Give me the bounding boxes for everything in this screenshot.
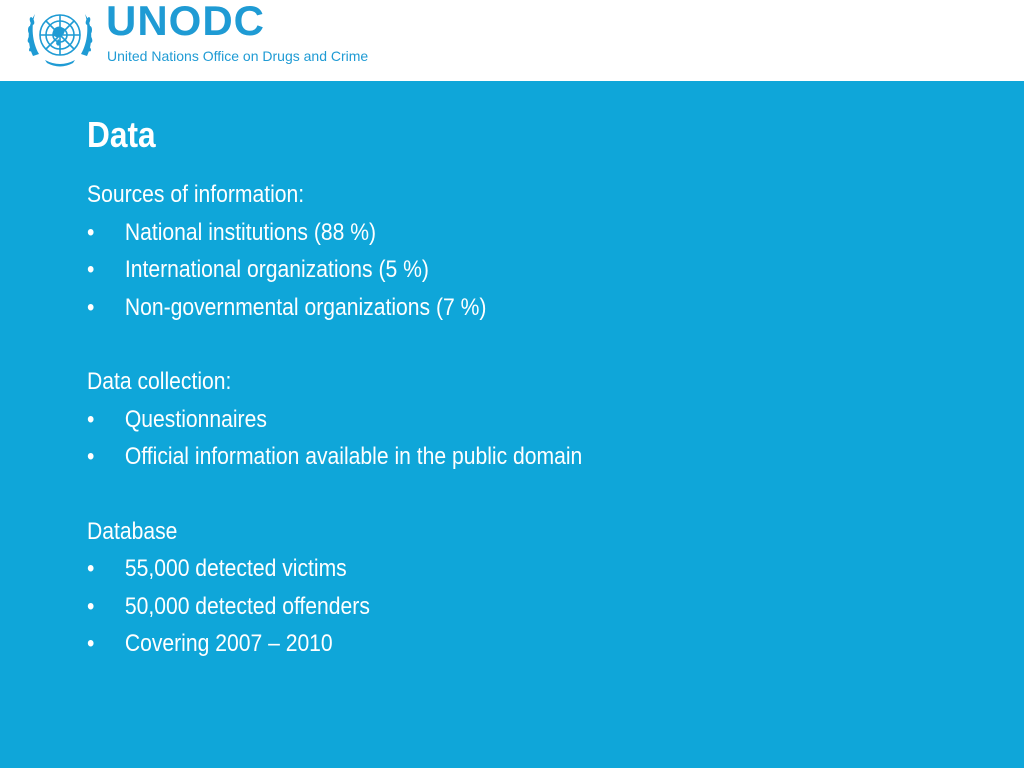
list-item-text: Covering 2007 – 2010 [124,630,333,657]
list-item-text: National institutions (88 %) [124,218,377,246]
list-item-text: International organizations (5 %) [124,256,429,283]
list-item-text: Official information available in the public domain [124,443,583,470]
list-item-text: 55,000 detected victims [124,555,347,582]
logo-tagline: United Nations Office on Drugs and Crime [107,48,369,64]
bullet-icon: • [87,256,95,283]
list-item-text: Questionnaires [124,405,267,433]
list-item [87,588,879,626]
bullet-icon: • [87,592,95,620]
bullet-icon: • [87,443,95,470]
list-item [87,550,879,588]
list-item [87,251,879,289]
bullet-icon: • [87,555,95,582]
un-emblem-icon [23,4,97,70]
list-item [87,625,879,663]
header [0,0,1024,81]
bullet-icon: • [87,630,95,657]
section-heading: Sources of information: [87,181,305,208]
section-heading: Data collection: [87,368,232,395]
list-item [87,214,879,252]
logo-name: UNODC [106,0,265,44]
bullet-icon: • [87,293,95,321]
list-item [87,401,879,439]
section-sources [87,176,987,326]
slide-body [0,81,1024,768]
list-item-text: 50,000 detected offenders [124,592,370,620]
list-item-text: Non-governmental organizations (7 %) [124,293,487,321]
slide-title: Data [87,114,156,155]
list-item [87,289,879,327]
section-heading: Database [87,517,178,545]
list-item [87,438,879,476]
section-data-collection [87,363,987,476]
section-database [87,513,987,663]
bullet-icon: • [87,405,95,433]
bullet-icon: • [87,218,95,246]
slide-content [87,176,987,700]
